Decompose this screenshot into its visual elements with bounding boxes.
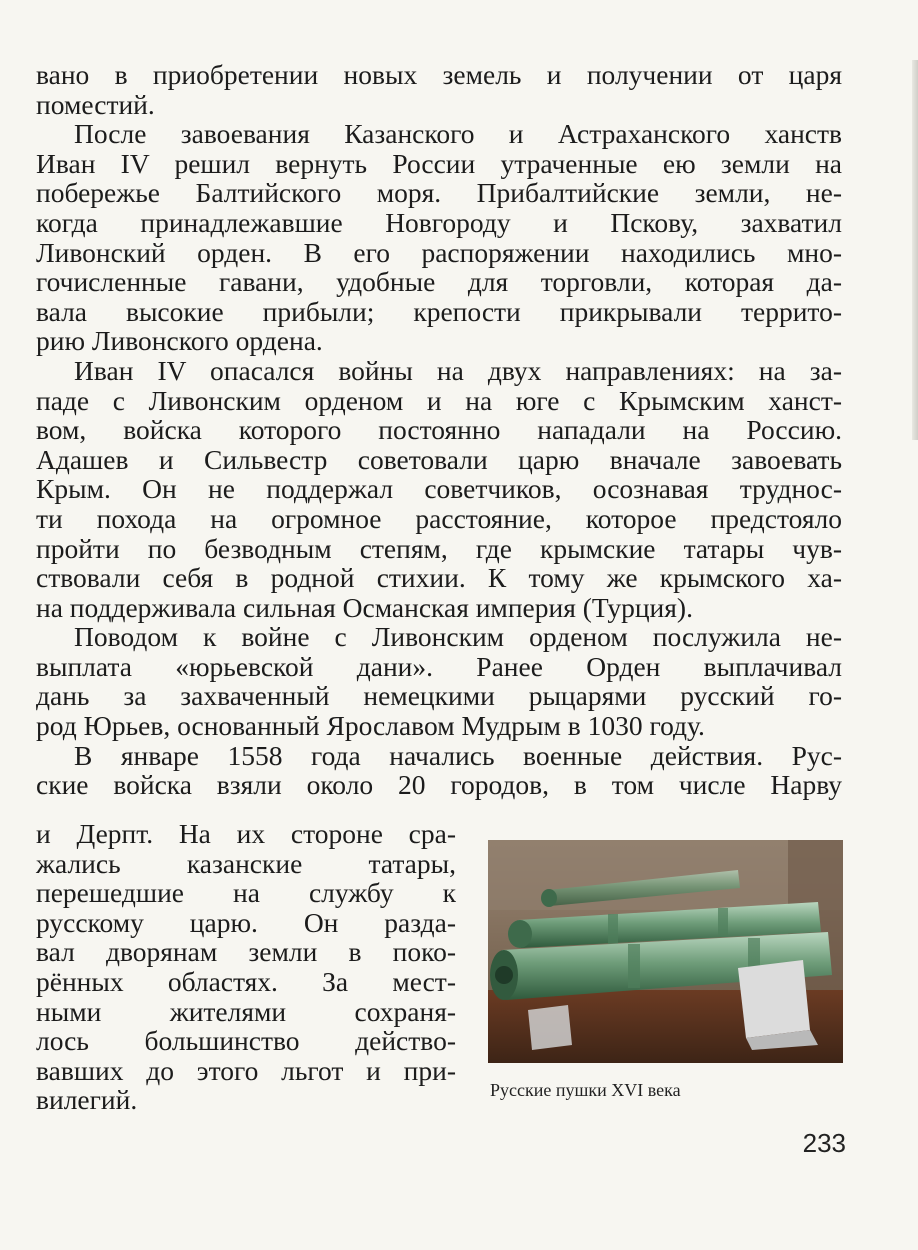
text-line: Адашев и Сильвестр советовали царю вначале завоевать bbox=[36, 443, 842, 475]
main-text bbox=[36, 60, 842, 800]
text-line: побережье Балтийского моря. Прибалтийские земли, не- bbox=[36, 177, 842, 209]
text-line: гочисленные гавани, удобные для торговли, которая да- bbox=[36, 266, 842, 298]
text-line: рённых областях. За мест- bbox=[36, 965, 456, 997]
text-line: ские войска взяли около 20 городов, в том числе Нарву bbox=[36, 769, 842, 801]
text-line: русскому царю. Он разда- bbox=[36, 906, 456, 938]
paragraph bbox=[36, 119, 842, 356]
text-line: Поводом к войне с Ливонским орденом послужила не- bbox=[74, 621, 842, 653]
cannons-illustration bbox=[488, 840, 843, 1063]
text-line: ными жителями сохраня- bbox=[36, 995, 456, 1027]
text-line: вал дворянам земли в поко- bbox=[36, 936, 456, 968]
text-line: рию Ливонского ордена. bbox=[36, 325, 323, 357]
text-line: ти похода на огромное расстояние, которое предстояло bbox=[36, 502, 842, 534]
text-line: жались казанские татары, bbox=[36, 847, 456, 879]
text-line: паде с Ливонским орденом и на юге с Крымским ханст- bbox=[36, 384, 842, 416]
text-line: поместий. bbox=[36, 88, 155, 120]
paragraph bbox=[36, 356, 842, 622]
text-line: и Дерпт. На их стороне сра- bbox=[36, 818, 456, 849]
paragraph-beside-figure bbox=[36, 819, 456, 1115]
paragraph bbox=[36, 622, 842, 740]
text-line: В январе 1558 года начались военные действия. Рус- bbox=[74, 739, 842, 771]
paragraph bbox=[36, 60, 842, 119]
text-line: пройти по безводным степям, где крымские татары чув- bbox=[36, 532, 842, 564]
text-line: дань за захваченный немецкими рыцарями русский го- bbox=[36, 680, 842, 712]
text-line: лось большинство действо- bbox=[36, 1025, 456, 1057]
text-line: ствовали себя в родной стихии. К тому же крымского ха- bbox=[36, 562, 842, 594]
text-line: вилегий. bbox=[36, 1084, 138, 1116]
figure-caption: Русские пушки XVI века bbox=[490, 1080, 681, 1100]
text-line: вавших до этого льгот и при- bbox=[36, 1054, 456, 1086]
text-line: вала высокие прибыли; крепости прикрывали террито- bbox=[36, 295, 842, 327]
text-line: Иван IV опасался войны на двух направлениях: на за- bbox=[74, 354, 842, 386]
text-line: После завоевания Казанского и Астраханского ханств bbox=[74, 118, 842, 150]
text-line: Ливонский орден. В его распоряжении находились мно- bbox=[36, 236, 842, 268]
text-line: выплата «юрьевской дани». Ранее Орден выплачивал bbox=[36, 650, 842, 682]
text-line: когда принадлежавшие Новгороду и Пскову, захватил bbox=[36, 206, 842, 238]
text-line: род Юрьев, основанный Ярославом Мудрым в 1030 году. bbox=[36, 710, 705, 742]
text-line: Крым. Он не поддержал советчиков, осознавая труднос- bbox=[36, 473, 842, 505]
cannons-photo bbox=[488, 840, 843, 1063]
paragraph bbox=[36, 741, 842, 800]
text-line: на поддерживала сильная Османская империя (Турция). bbox=[36, 591, 693, 623]
text-line: вано в приобретении новых земель и получении от царя bbox=[36, 59, 842, 90]
text-line: перешедшие на службу к bbox=[36, 877, 456, 909]
text-line: вом, войска которого постоянно нападали на Россию. bbox=[36, 414, 842, 446]
page-edge-shadow bbox=[912, 60, 918, 440]
page-number: 233 bbox=[802, 1128, 846, 1158]
text-line: Иван IV решил вернуть России утраченные ею земли на bbox=[36, 147, 842, 179]
